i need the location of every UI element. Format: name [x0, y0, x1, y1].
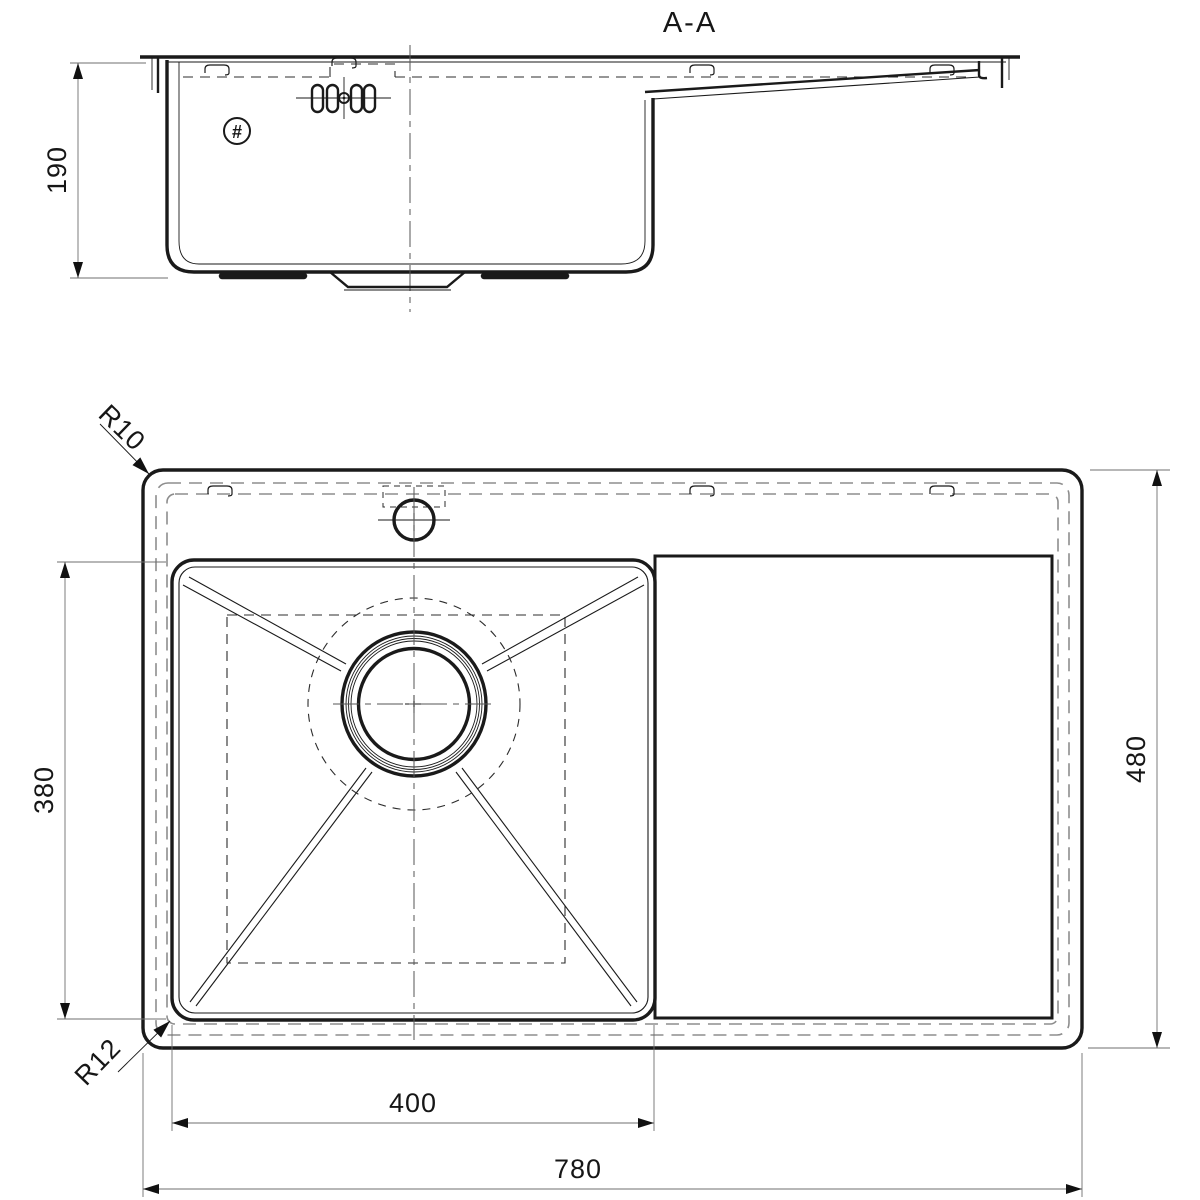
crease-bottom-left-2: [196, 772, 372, 1006]
dim-780-arrow-left: [143, 1184, 159, 1194]
drainboard-hem-fold: [979, 61, 987, 78]
leader-r10: [93, 399, 152, 474]
bowl-section-inner-line: [179, 62, 645, 264]
faucet-slot: [351, 85, 362, 112]
dim-190-arrow-up: [73, 63, 83, 79]
dim-480-text: 480: [1121, 734, 1151, 784]
dim-190-arrow-down: [73, 262, 83, 278]
plan-view: [29, 399, 1170, 1197]
faucet-slot: [327, 85, 338, 112]
dim-190: [42, 63, 168, 278]
leader-r12: [69, 1021, 170, 1091]
drain-bump-outline: [330, 272, 465, 287]
crease-top-left-2: [183, 585, 341, 671]
dim-380: [29, 562, 166, 1019]
section-title: A-A: [662, 7, 718, 39]
clip-icon: [205, 65, 229, 75]
dim-780-arrow-right: [1066, 1184, 1082, 1194]
bowl-bottom-dashed: [227, 615, 565, 963]
crease-top-left: [189, 577, 346, 664]
dim-400-arrow-right: [638, 1118, 654, 1128]
r10-text: R10: [92, 398, 152, 457]
crease-bottom-right-2: [456, 772, 631, 1006]
clip-icon: [332, 58, 356, 68]
crease-top-right: [482, 577, 638, 664]
dim-400: [172, 1025, 654, 1131]
crease-bottom-left: [190, 768, 366, 1002]
dim-480: [1088, 470, 1170, 1048]
mounting-dashed-inner: [167, 494, 1058, 1024]
section-clips: [205, 58, 954, 75]
dim-780: [143, 1053, 1082, 1197]
faucet-slot-pattern: [296, 77, 391, 119]
mounting-dashed-outer: [156, 483, 1069, 1035]
drainboard-outline: [655, 556, 1052, 1018]
dim-400-arrow-left: [172, 1118, 188, 1128]
dim-380-arrow-up: [60, 562, 70, 578]
faucet-slot: [312, 85, 323, 112]
faucet-deck-dashed-outline: [330, 64, 395, 77]
faucet-pilot-dot: [343, 97, 346, 100]
dim-380-arrow-down: [60, 1003, 70, 1019]
clip-icon: [690, 65, 714, 75]
position-marker: [224, 118, 250, 144]
marker-hash: #: [231, 122, 243, 142]
section-view: [42, 7, 1020, 312]
dim-780-text: 780: [553, 1154, 603, 1184]
dim-480-arrow-up: [1152, 470, 1162, 486]
dim-190-text: 190: [42, 145, 72, 195]
dim-400-text: 400: [388, 1088, 438, 1118]
dim-380-text: 380: [29, 765, 59, 815]
dim-480-arrow-down: [1152, 1032, 1162, 1048]
faucet-slot: [364, 85, 375, 112]
crease-bottom-right: [462, 768, 637, 1002]
r12-text: R12: [68, 1032, 127, 1092]
